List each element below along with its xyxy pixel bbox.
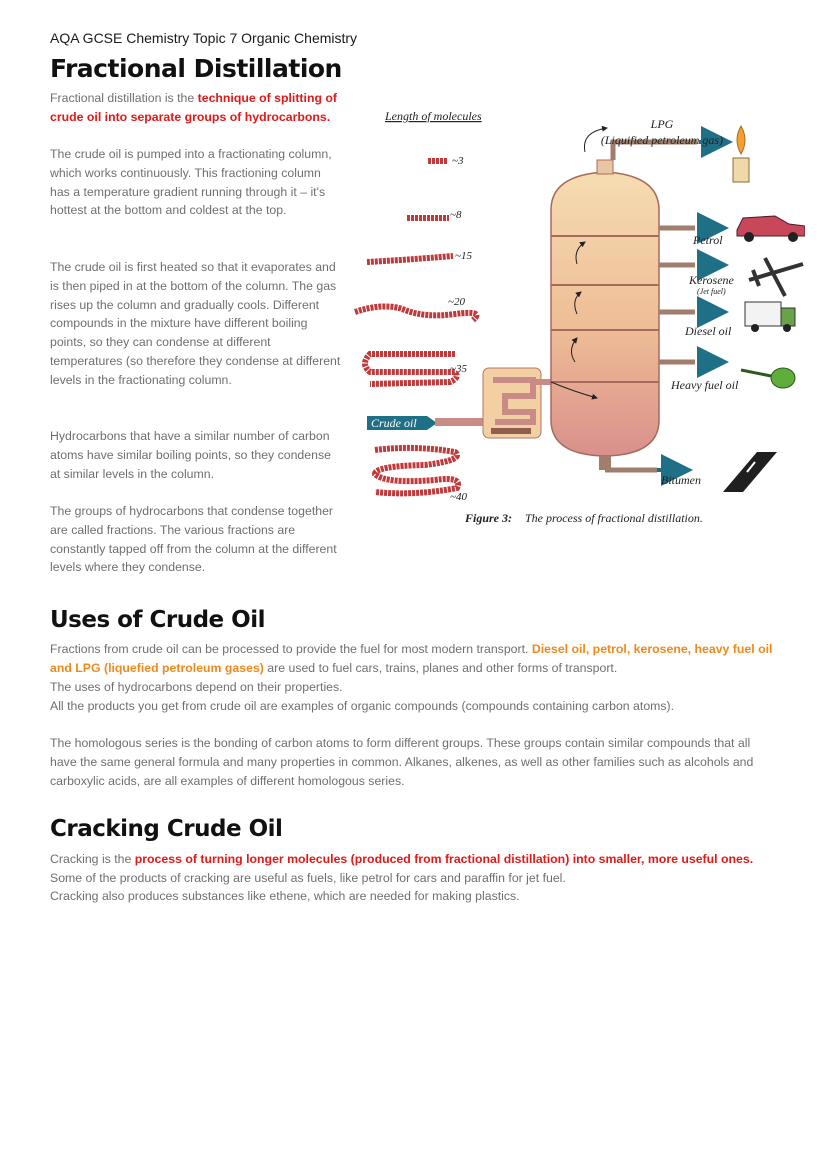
molecule-20-icon <box>355 306 476 320</box>
furnace <box>483 368 551 438</box>
paragraph-similar-carbon: Hydrocarbons that have a similar number of carbon atoms have similar boiling points, so they condense at similar levels in the column. <box>50 429 331 481</box>
document-header: AQA GCSE Chemistry Topic 7 Organic Chemistry <box>50 30 358 46</box>
figure-caption: The process of fractional distillation. <box>525 511 703 525</box>
molecule-40-icon <box>375 448 458 493</box>
paragraph-uses-fuel: Fractions from crude oil can be processed to provide the fuel for most modern transport. Diesel oil, petrol, kerosene, heavy fuel oil and LPG (liquefied petroleum gases) are used to fuel cars, trains, planes and other forms of transport. <box>50 642 773 675</box>
heading-fractional-distillation: Fractional Distillation <box>50 54 342 83</box>
bitumen-label: Bitumen <box>661 473 701 487</box>
car-icon <box>737 216 805 242</box>
paragraph-column: The crude oil is pumped into a fractionating column, which works continuously. This fractioning column has a temperature gradient running through it – it's hottest at the bottom and coldest at the top. <box>50 147 332 218</box>
gas-burner-icon <box>733 126 749 182</box>
figure-caption-number: Figure 3: <box>465 511 513 525</box>
paragraph-homologous-series: The homologous series is the bonding of carbon atoms to form different groups. These groups contain similar compounds that all have the same general formula and many properties in common. Alkanes, alkenes, as well as other families such as alcohols and carboxylic acids, are all examples of different homologous series. <box>50 736 754 788</box>
fractionating-column <box>551 128 659 470</box>
lpg-full-label: (Liquified petroleum gas) <box>600 133 724 147</box>
length-of-molecules-label: Length of molecules <box>385 109 482 123</box>
lpg-label: LPG <box>650 117 674 131</box>
crude-oil-label: Crude oil <box>371 416 417 430</box>
paragraph-cracking-ethene: Cracking also produces substances like ethene, which are needed for making plastics. <box>50 889 520 903</box>
heavy-fuel-oil-label: Heavy fuel oil <box>671 378 739 392</box>
fractional-distillation-diagram <box>345 100 805 540</box>
paragraph-fractions: The groups of hydrocarbons that condense together are called fractions. The various fractions are constantly tapped off from the column at the different levels where they condense. <box>50 504 337 575</box>
molecule-length-15: ~15 <box>455 250 472 262</box>
plane-icon <box>749 258 803 296</box>
road-icon <box>723 452 777 492</box>
heading-uses-of-crude-oil: Uses of Crude Oil <box>50 607 265 633</box>
paragraph-definition: Fractional distillation is the technique of splitting of crude oil into separate groups of hydrocarbons. <box>50 91 337 124</box>
paragraph-cracking-definition: Cracking is the process of turning longer molecules (produced from fractional distillation) into smaller, more useful ones. Some of the products of cracking are useful as fuels, like petrol for cars and paraffin for jet fuel. <box>50 852 754 885</box>
molecule-35-icon <box>365 354 457 384</box>
paragraph-uses-properties: The uses of hydrocarbons depend on their properties. <box>50 680 343 694</box>
petrol-label: Petrol <box>693 233 723 247</box>
oil-can-icon <box>741 368 795 388</box>
highlight-cracking: process of turning longer molecules (produced from fractional distillation) into smaller, more useful ones. <box>134 852 754 866</box>
molecule-15-icon <box>367 256 453 262</box>
highlight-fuels: Diesel oil, petrol, kerosene, heavy fuel oil and LPG (liquefied petroleum gases) <box>50 642 773 675</box>
highlight-definition: technique of splitting of crude oil into separate groups of hydrocarbons. <box>50 91 337 124</box>
molecule-length-20: ~20 <box>448 296 465 308</box>
paragraph-heating: The crude oil is first heated so that it evaporates and is then piped in at the bottom of the column. The gas rises up the column and gradually cools. Different compounds in the mixture have different boiling points, so they can condense at different temperatures (so therefore they condense at different levels in the fractionating column. <box>50 260 341 387</box>
kerosene-label: Kerosene <box>689 273 734 287</box>
molecule-length-35: ~35 <box>450 363 467 375</box>
diesel-oil-label: Diesel oil <box>685 324 732 338</box>
heading-cracking-crude-oil: Cracking Crude Oil <box>50 816 283 842</box>
molecule-length-40: ~40 <box>450 491 467 503</box>
jet-fuel-label: (Jet fuel) <box>697 287 726 296</box>
paragraph-organic-compounds: All the products you get from crude oil are examples of organic compounds (compounds containing carbon atoms). <box>50 699 675 713</box>
lorry-icon <box>745 302 795 332</box>
molecule-length-8: ~8 <box>450 209 462 221</box>
molecule-length-3: ~3 <box>452 155 464 167</box>
